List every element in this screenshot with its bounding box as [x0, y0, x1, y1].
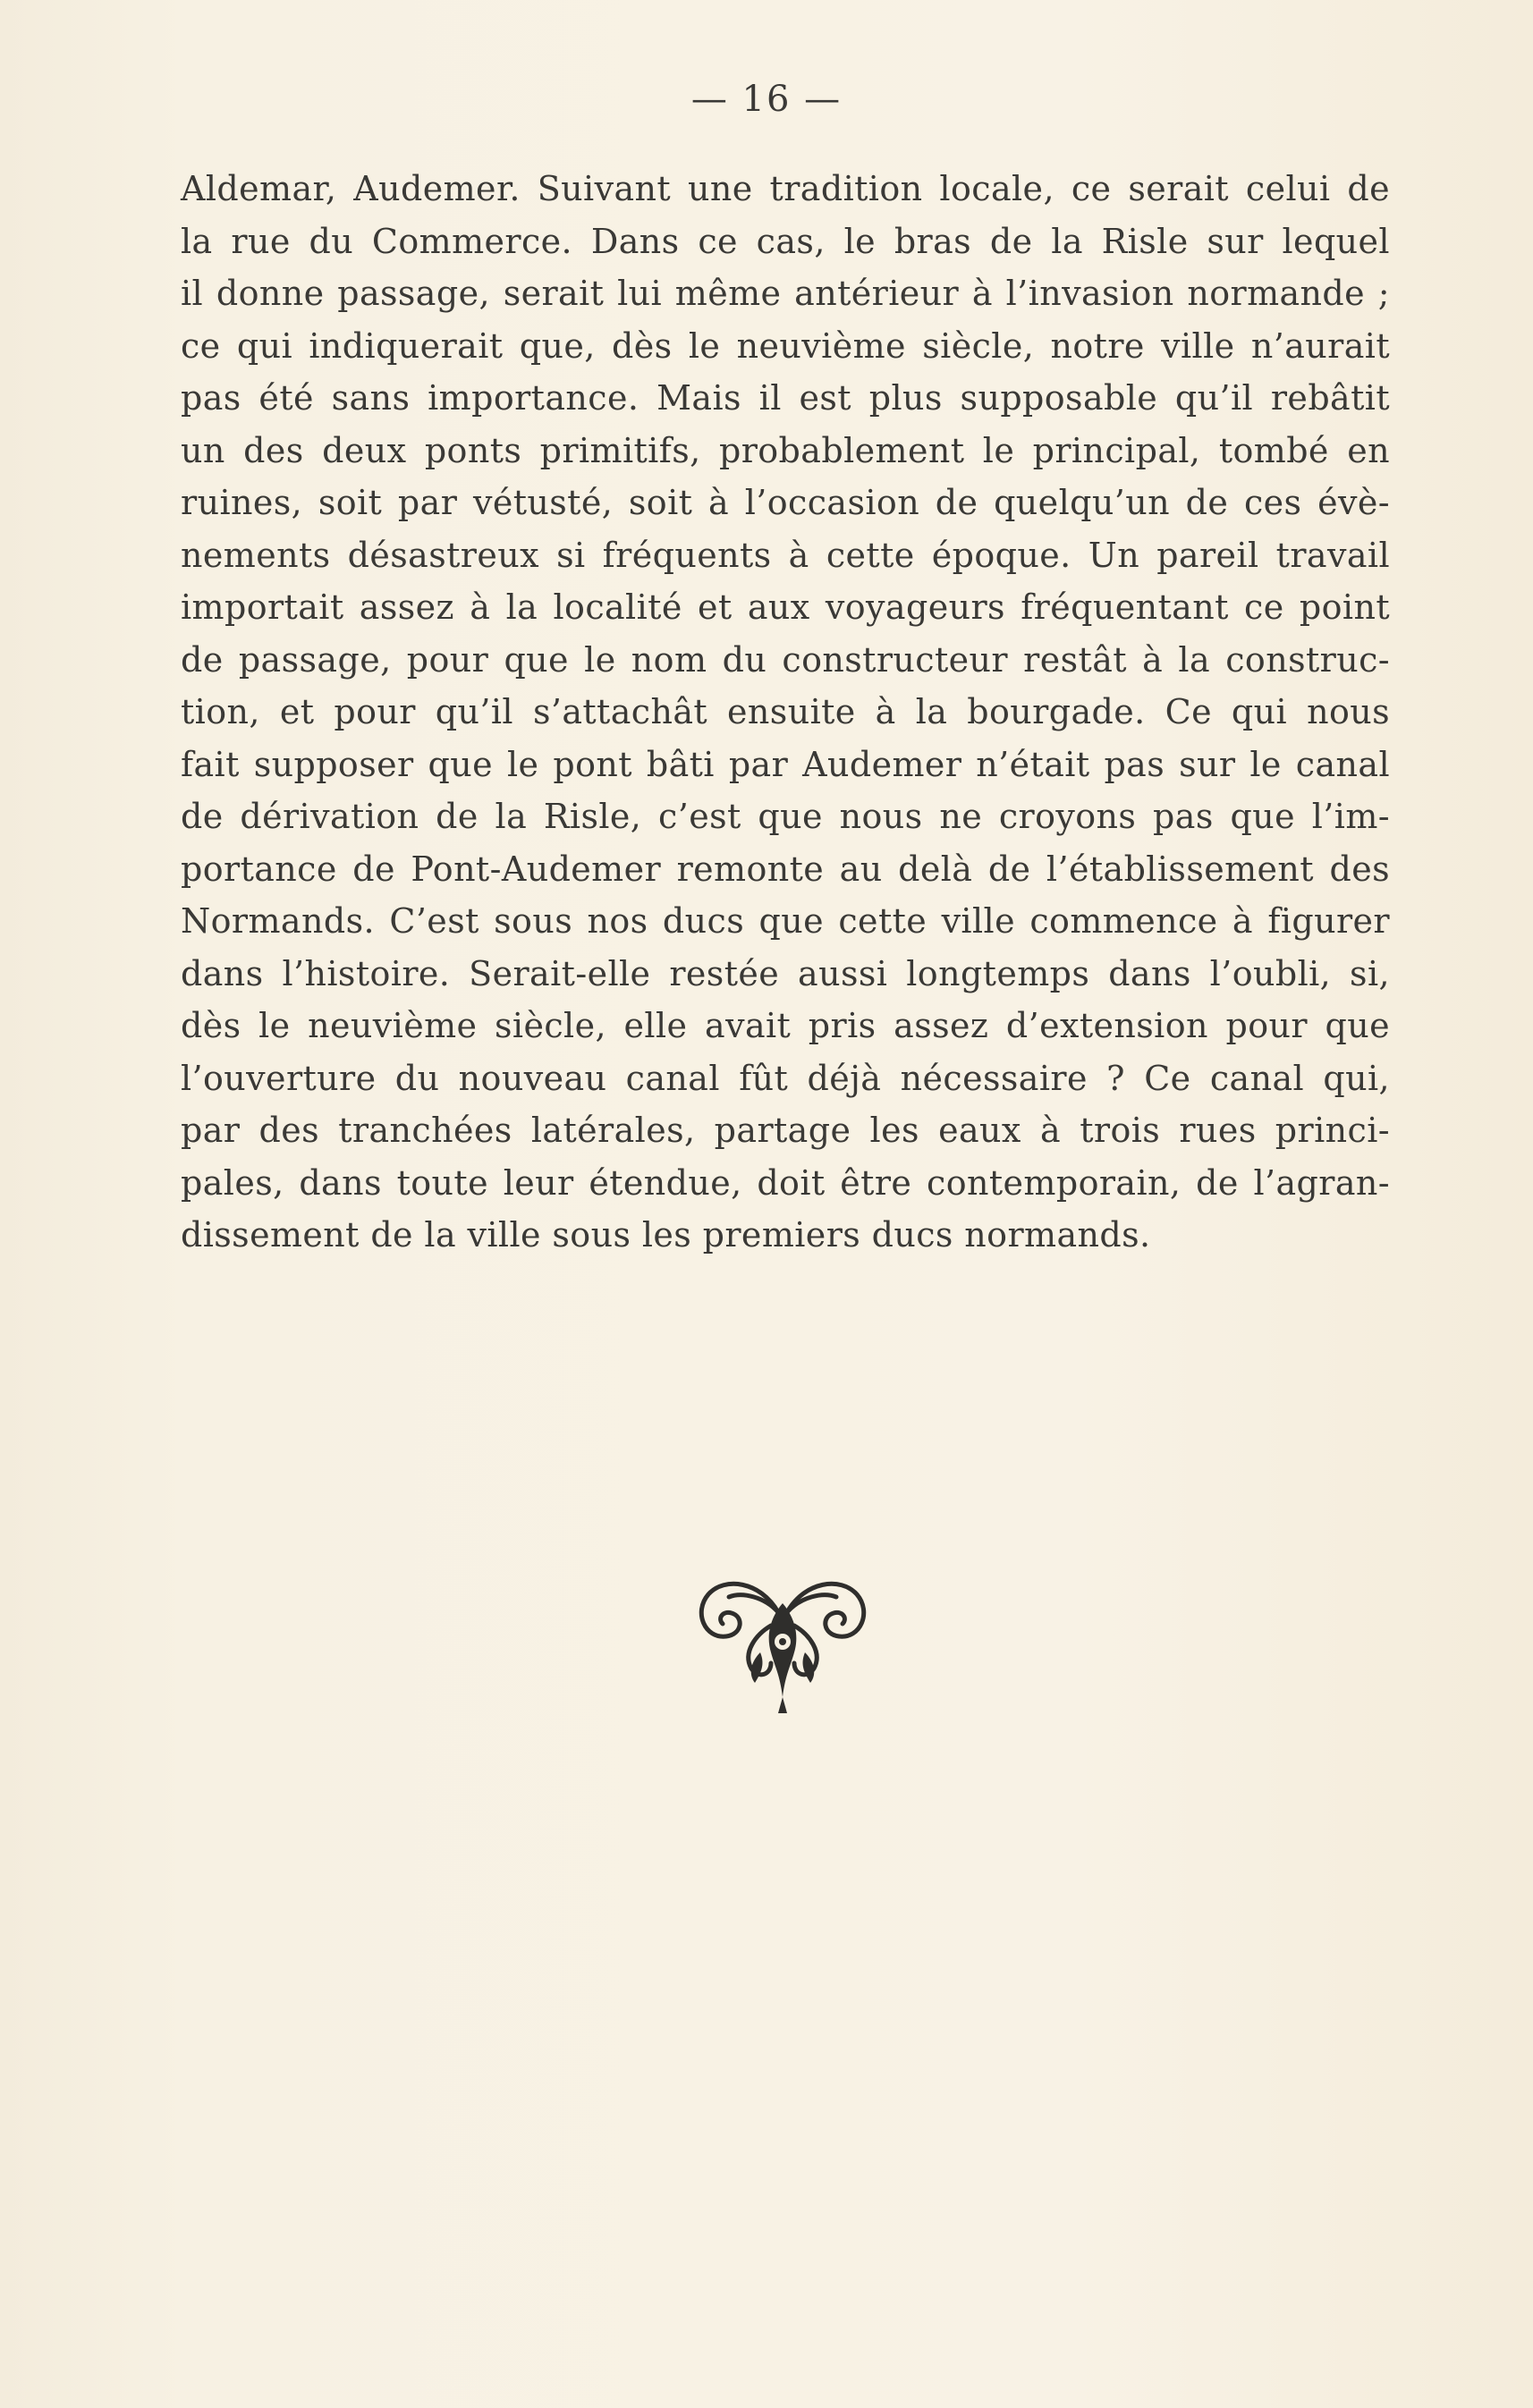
fleuron-icon: [689, 1563, 877, 1715]
text-line: Aldemar, Audemer. Suivant une tradition locale, ce serait celui de: [181, 169, 1390, 208]
text-line: par des tranchées latérales, partage les eaux à trois rues princi-: [181, 1111, 1390, 1150]
text-line: nements désastreux si fréquents à cette époque. Un pareil travail: [181, 535, 1390, 575]
text-line: tion, et pour qu’il s’attachât ensuite à la bourgade. Ce qui nous: [181, 692, 1390, 731]
text-line: ce qui indiquerait que, dès le neuvième siècle, notre ville n’aurait: [181, 325, 1390, 366]
text-line: ruines, soit par vétusté, soit à l’occasion de quelqu’un de ces évè-: [181, 483, 1390, 522]
text-line: la rue du Commerce. Dans ce cas, le bras de la Risle sur lequel: [181, 221, 1390, 261]
text-line-last: dissement de la ville sous les premiers ducs normands.: [181, 1215, 1151, 1255]
text-line: de dérivation de la Risle, c’est que nous ne croyons pas que l’im-: [181, 797, 1390, 836]
text-line: portance de Pont-Audemer remonte au delà de l’établissement des: [181, 849, 1390, 889]
text-line: importait assez à la localité et aux voyageurs fréquentant ce point: [181, 587, 1390, 627]
text-line: dès le neuvième siècle, elle avait pris assez d’extension pour que: [181, 1006, 1390, 1045]
text-line: dans l’histoire. Serait-elle restée aussi longtemps dans l’oubli, si,: [181, 953, 1390, 993]
text-line: pales, dans toute leur étendue, doit être contemporain, de l’agran-: [181, 1162, 1390, 1203]
text-line: de passage, pour que le nom du constructeur restât à la construc-: [181, 639, 1390, 680]
text-line: il donne passage, serait lui même antérieur à l’invasion normande ;: [181, 274, 1390, 313]
body-paragraph: [181, 163, 1390, 1262]
text-line: l’ouverture du nouveau canal fût déjà nécessaire ? Ce canal qui,: [181, 1058, 1390, 1098]
page-number: — 16 —: [690, 79, 843, 120]
text-line: pas été sans importance. Mais il est plus supposable qu’il rebâtit: [181, 378, 1390, 418]
text-line: Normands. C’est sous nos ducs que cette ville commence à figurer: [181, 901, 1390, 941]
text-line: fait supposer que le pont bâti par Audemer n’était pas sur le canal: [181, 744, 1390, 784]
text-line: un des deux ponts primitifs, probablement le principal, tombé en: [181, 430, 1390, 470]
